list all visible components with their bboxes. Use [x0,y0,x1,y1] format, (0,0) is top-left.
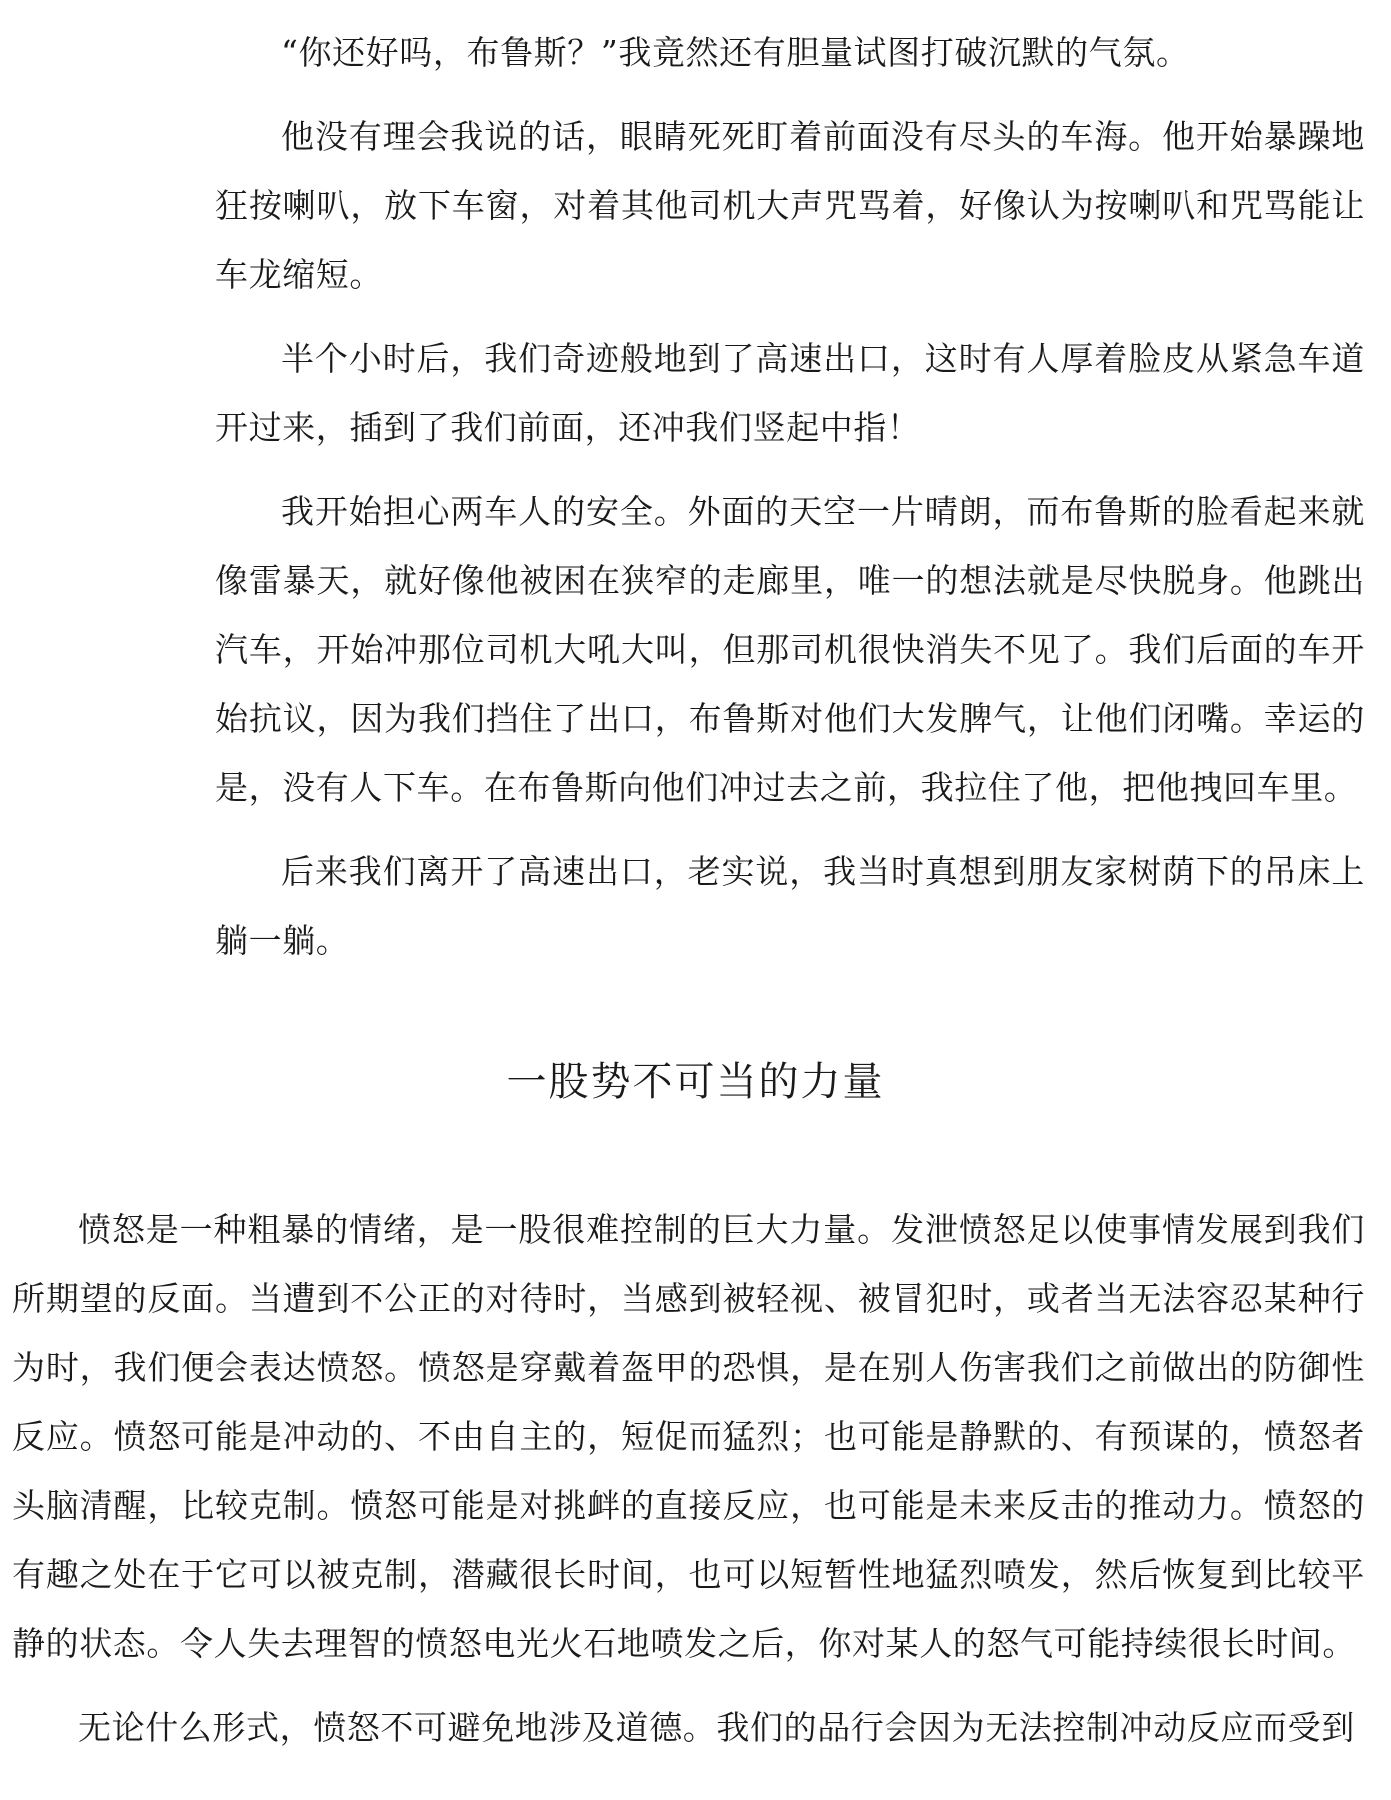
story-paragraph: 后来我们离开了高速出口，老实说，我当时真想到朋友家树荫下的吊床上躺一躺。 [215,852,1365,960]
section-body [12,1195,1365,1777]
story-excerpt [215,18,1365,990]
body-paragraph: 愤怒是一种粗暴的情绪，是一股很难控制的巨大力量。发泄愤怒足以使事情发展到我们所期望的反面。当遭到不公正的对待时，当感到被轻视、被冒犯时，或者当无法容忍某种行为时，我们便会表达愤怒。愤怒是穿戴着盔甲的恐惧，是在别人伤害我们之前做出的防御性反应。愤怒可能是冲动的、不由自主的，短促而猛烈；也可能是静默的、有预谋的，愤怒者头脑清醒，比较克制。愤怒可能是对挑衅的直接反应，也可能是未来反击的推动力。愤怒的有趣之处在于它可以被克制，潜藏很长时间，也可以短暂性地猛烈喷发，然后恢复到比较平静的状态。令人失去理智的愤怒电光火石地喷发之后，你对某人的怒气可能持续很长时间。 [12,1210,1365,1663]
story-paragraph: 他没有理会我说的话，眼睛死死盯着前面没有尽头的车海。他开始暴躁地狂按喇叭，放下车窗，对着其他司机大声咒骂着，好像认为按喇叭和咒骂能让车龙缩短。 [215,117,1365,294]
section-heading: 一股势不可当的力量 [506,1059,885,1105]
story-paragraph: 我开始担心两车人的安全。外面的天空一片晴朗，而布鲁斯的脸看起来就像雷暴天，就好像他被困在狭窄的走廊里，唯一的想法就是尽快脱身。他跳出汽车，开始冲那位司机大吼大叫，但那司机很快消失不见了。我们后面的车开始抗议，因为我们挡住了出口，布鲁斯对他们大发脾气，让他们闭嘴。幸运的是，没有人下车。在布鲁斯向他们冲过去之前，我拉住了他，把他拽回车里。 [215,492,1365,807]
story-paragraph: “你还好吗，布鲁斯？”我竟然还有胆量试图打破沉默的气氛。 [281,33,1190,72]
body-paragraph: 无论什么形式，愤怒不可避免地涉及道德。我们的品行会因为无法控制冲动反应而受到 [78,1708,1355,1747]
story-paragraph: 半个小时后，我们奇迹般地到了高速出口，这时有人厚着脸皮从紧急车道开过来，插到了我们前面，还冲我们竖起中指！ [215,339,1365,447]
